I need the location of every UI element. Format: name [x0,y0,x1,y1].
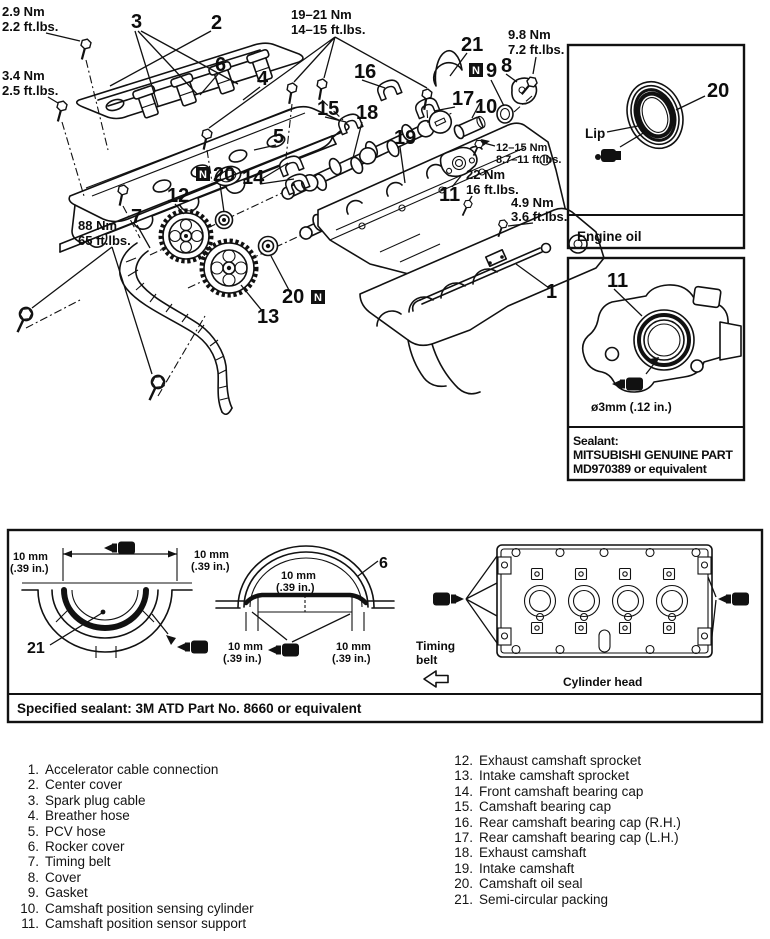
leader-line [620,132,645,147]
n-marker-letter: N [472,65,480,77]
list-item [14,854,254,869]
sealant-tube-icon [433,593,464,606]
oil-seal-ring-drawing [618,74,692,156]
sealant-tube-icon [268,644,299,657]
torque-label: 22 Nm [466,167,506,182]
callout-9: 9 [486,60,498,82]
torque-label: 3.4 Nm [2,68,45,83]
part-name: Front camshaft bearing cap [479,783,644,799]
callout-11: 11 [439,184,461,206]
parts-list-right [448,753,681,907]
torque-label: 8.7–11 ft.lbs. [496,154,562,166]
part-name: Timing belt [45,854,111,870]
part-number: 10. [20,900,39,916]
sealant-inset [568,258,744,480]
callout-2: 2 [211,12,223,34]
list-item [448,845,681,860]
callout-8: 8 [501,55,513,77]
torque-label: 4.9 Nm [511,195,554,210]
part-name: Center cover [45,777,123,793]
part-number: 3. [27,792,39,808]
dim-label: (.39 in.) [276,582,315,594]
dim-label: 10 mm [194,549,229,561]
part-number: 21. [454,891,473,907]
camshaft-oil-seal-drawing [216,212,233,229]
part-number: 20. [454,876,473,892]
part-name: Spark plug cable [45,792,146,808]
list-item [14,824,254,839]
leader-line [676,96,705,110]
dim-label: 10 mm [228,641,263,653]
part-name: PCV hose [45,823,106,839]
callout-15: 15 [317,98,340,120]
sealant-tube-icon [718,593,749,606]
dim-label: (.39 in.) [332,653,371,665]
part-number: 9. [27,885,39,901]
list-item [448,861,681,876]
callout-17: 17 [452,88,475,110]
part-name: Rear camshaft bearing cap (R.H.) [479,814,681,830]
part-number: 16. [454,814,473,830]
callout-1: 1 [546,281,558,303]
torque-label: 7.2 ft.lbs. [508,42,565,57]
list-item [14,885,254,900]
torque-label: 9.8 Nm [508,27,551,42]
part-name: Intake camshaft [479,860,575,876]
callout-7: 7 [131,206,143,228]
callout-18: 18 [356,102,379,124]
cylinder-head-diagram [433,545,749,689]
callout-6: 6 [215,54,227,76]
part-number: 13. [454,768,473,784]
list-item [448,784,681,799]
part-name: Rear camshaft bearing cap (L.H.) [479,830,679,846]
dim-label: (.39 in.) [223,653,262,665]
callout-13: 13 [257,306,280,328]
sealant-panel [8,530,762,722]
sealant-tube-icon [104,542,135,555]
part-number: 18. [454,845,473,861]
n-marker-letter: N [199,169,207,181]
rocker-cover-sealant-diagram [216,546,394,665]
specified-sealant-caption: Specified sealant: 3M ATD Part No. 8660 or equivalent [17,701,362,716]
exhaust-sprocket-drawing [161,211,211,261]
inset-callout-20: 20 [707,80,730,102]
dim-label: 10 mm [281,570,316,582]
part-name: Camshaft position sensing cylinder [45,900,254,916]
sealant-caption-line3: MD970389 or equivalent [573,462,707,476]
engine-oil-caption: Engine oil [577,229,642,244]
list-item [448,830,681,845]
part-name: Exhaust camshaft [479,845,587,861]
part-number: 14. [454,783,473,799]
list-item [448,799,681,814]
callout-4: 4 [257,68,269,90]
part-number: 1. [27,762,39,777]
parts-list-left [14,762,254,931]
torque-label: 2.2 ft.lbs. [2,19,59,34]
panel-callout-6: 6 [379,555,388,572]
timing-belt-label: belt [416,653,438,667]
part-number: 4. [27,808,39,824]
list-item [14,839,254,854]
list-item [14,793,254,808]
callout-20: 20 [213,164,236,186]
part-name: Intake camshaft sprocket [479,768,630,784]
dim-label: 10 mm [13,551,48,563]
part-number: 15. [454,799,473,815]
n-marker-letter: N [314,292,322,304]
callout-10: 10 [475,96,498,118]
torque-label: 3.6 ft.lbs. [511,209,568,224]
part-name: Camshaft position sensor support [45,916,247,932]
list-item [14,901,254,916]
part-number: 12. [454,753,473,768]
list-item [14,870,254,885]
callout-16: 16 [354,61,377,83]
sensor-support-large-drawing [583,285,741,392]
part-name: Accelerator cable connection [45,762,219,777]
torque-label: 88 Nm [78,218,118,233]
part-name: Semi-circular packing [479,891,609,907]
part-name: Exhaust camshaft sprocket [479,753,642,768]
list-item [14,808,254,823]
camshaft-oil-seal-drawing [259,237,278,256]
dim-label: (.39 in.) [10,563,49,575]
torque-label: 19–21 Nm [291,7,352,22]
callout-14: 14 [242,167,265,189]
callout-19: 19 [394,127,417,149]
bead-diameter-label: ø3mm (.12 in.) [591,400,672,414]
panel-callout-21: 21 [27,640,45,657]
part-number: 11. [21,916,39,932]
sealant-caption-line1: Sealant: [573,434,619,448]
sealant-tube-icon [177,641,208,654]
packing-sealant-diagram [10,542,230,659]
part-number: 19. [454,860,473,876]
torque-label: 16 ft.lbs. [466,182,519,197]
intake-sprocket-drawing [202,241,256,295]
lip-label: Lip [585,126,606,141]
part-number: 2. [27,777,39,793]
part-name: Rocker cover [45,839,125,855]
part-name: Camshaft oil seal [479,876,583,892]
inset-callout-11: 11 [607,270,629,292]
list-item [448,768,681,783]
part-name: Breather hose [45,808,130,824]
dim-label: (.39 in.) [191,561,230,573]
part-name: Cover [45,869,82,885]
part-name: Gasket [45,885,88,901]
list-item [448,753,681,768]
list-item [14,916,254,931]
callout-5: 5 [273,126,285,148]
part-number: 5. [27,823,39,839]
torque-label: 14–15 ft.lbs. [291,22,366,37]
gasket-ring-drawing [497,105,513,123]
part-number: 17. [454,830,473,846]
timing-belt-label: Timing [416,639,456,653]
dim-label: 10 mm [336,641,371,653]
torque-label: 2.5 ft.lbs. [2,83,59,98]
callout-20: 20 [282,286,305,308]
left-open-arrow-icon [424,671,448,687]
torque-label: 12–15 Nm [496,142,548,154]
callout-3: 3 [131,11,143,33]
part-name: Camshaft bearing cap [479,799,612,815]
callout-12: 12 [167,185,190,207]
oil-applicator-icon [595,149,621,162]
list-item [14,777,254,792]
list-item [448,892,681,907]
semi-circular-packing-drawing [434,51,462,86]
torque-label: 2.9 Nm [2,4,45,19]
part-number: 7. [27,854,39,870]
part-number: 6. [27,839,39,855]
part-number: 8. [27,869,39,885]
cylinder-head-label: Cylinder head [563,675,643,689]
list-item [448,876,681,891]
callout-21: 21 [461,34,484,56]
engine-oil-inset [568,45,744,248]
list-item [448,815,681,830]
list-item [14,762,254,777]
sealant-caption-line2: MITSUBISHI GENUINE PART [573,448,733,462]
torque-label: 65 ft.lbs. [78,233,131,248]
